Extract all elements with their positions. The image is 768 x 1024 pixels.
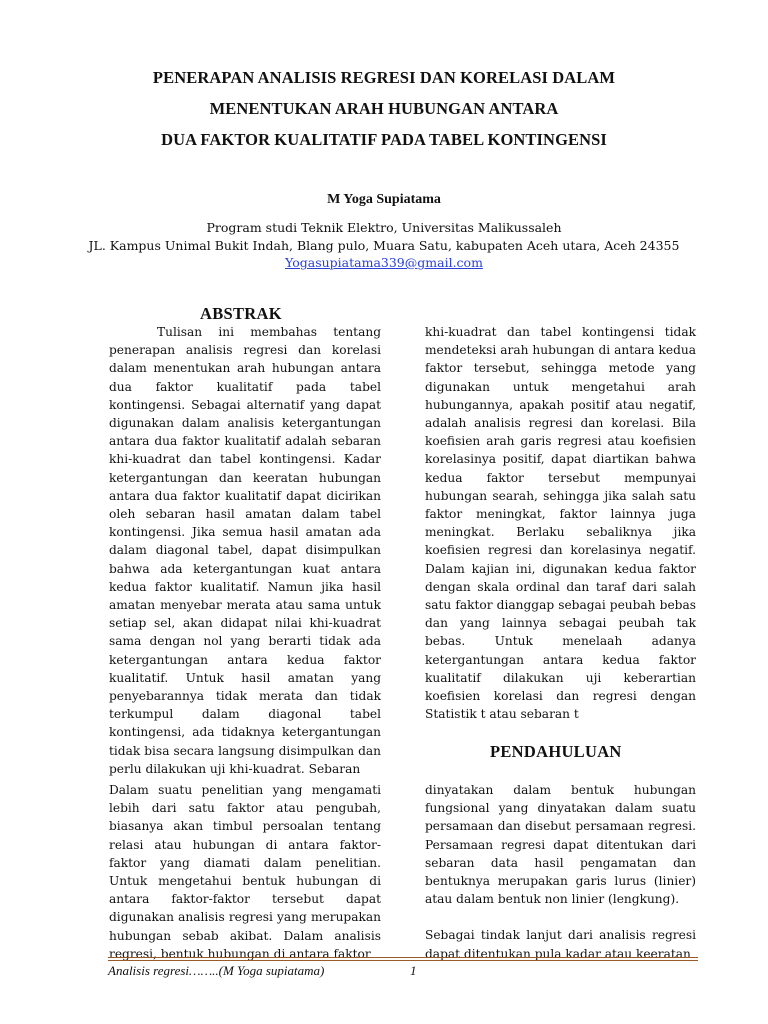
introduction-right-column: [425, 781, 696, 963]
abstract-left-text: Tulisan ini membahas tentang penerapan analisis regresi dan korelasi dalam menentukan arah hubungan antara dua faktor kualitatif pada tabel kontingensi. Sebagai alternatif yang dapat digunakan dalam analisis ketergantungan antara dua faktor kualitatif adalah sebaran khi-kuadrat dan tabel kontingensi. Kadar ketergantungan dan keeratan hubungan antara dua faktor kualitatif dapat dicirikan oleh sebaran hasil amatan dalam tabel kontingensi. Jika semua hasil amatan ada dalam diagonal tabel, dapat disimpulkan bahwa ada ketergantungan kuat antara kedua faktor kualitatif. Namun jika hasil amatan menyebar merata atau sama untuk setiap sel, akan didapat nilai khi-kuadrat sama dengan nol yang berarti tidak ada ketergantungan antara kedua faktor kualitatif. Untuk hasil amatan yang penyebarannya tidak merata dan tidak terkumpul dalam diagonal tabel kontingensi, ada tidaknya ketergantungan tidak bisa secara langsung disimpulkan dan perlu dilakukan uji khi-kuadrat. Sebaran: [109, 325, 381, 776]
introduction-left-column: [109, 781, 381, 963]
title-line-2: MENENTUKAN ARAH HUBUNGAN ANTARA: [209, 99, 559, 118]
abstract-right-column: [425, 323, 696, 723]
author-name: M Yoga Supiatama: [327, 192, 441, 207]
affiliation-address: JL. Kampus Unimal Bukit Indah, Blang pulo, Muara Satu, kabupaten Aceh utara, Aceh 24355: [88, 237, 680, 253]
affiliation: [0, 219, 768, 272]
abstract-heading: ABSTRAK: [200, 304, 282, 323]
introduction-right-paragraph-2: Sebagai tindak lanjut dari analisis regresi dapat ditentukan pula kadar atau keeratan: [425, 928, 696, 961]
paper-title: [0, 62, 768, 155]
abstract-left-column: [109, 323, 381, 778]
footer-rule-top: [108, 957, 698, 958]
page-number: 1: [410, 963, 417, 978]
page-footer: [108, 963, 508, 979]
abstract-right-text: khi-kuadrat dan tabel kontingensi tidak mendeteksi arah hubungan di antara kedua faktor tersebut, sehingga metode yang digunakan untuk mengetahui arah hubungannya, apakah positif atau negatif, adalah analisis regresi dan korelasi. Bila koefisien arah garis regresi atau koefisien korelasinya positif, dapat diartikan bahwa kedua faktor tersebut mempunyai hubungan searah, sehingga jika salah satu faktor meningkat, faktor lainnya juga meningkat. Berlaku sebaliknya jika koefisien regresi dan korelasinya negatif. Dalam kajian ini, digunakan kedua faktor dengan skala ordinal dan taraf dari salah satu faktor dianggap sebagai peubah bebas dan yang lainnya sebagai peubah tak bebas. Untuk menelaah adanya ketergantungan antara kedua faktor kualitatif dilakukan uji keberartian koefisien korelasi dan regresi dengan Statistik t atau sebaran t: [425, 325, 696, 722]
introduction-right-paragraph-1: dinyatakan dalam bentuk hubungan fungsional yang dinyatakan dalam suatu persamaan dan disebut persamaan regresi. Persamaan regresi dapat ditentukan dari sebaran data hasil pengamatan dan bentuknya merupakan garis lurus (linier) atau dalam bentuk non linier (lengkung).: [425, 783, 696, 907]
title-line-1: PENERAPAN ANALISIS REGRESI DAN KORELASI DALAM: [152, 68, 616, 87]
affiliation-program: Program studi Teknik Elektro, Universitas Malikussaleh: [206, 220, 562, 235]
introduction-left-text: Dalam suatu penelitian yang mengamati lebih dari satu faktor atau pengubah, biasanya akan timbul persoalan tentang relasi atau hubungan di antara faktor-faktor yang diamati dalam penelitian. Untuk mengetahui bentuk hubungan di antara faktor-faktor tersebut dapat digunakan analisis regresi yang merupakan hubungan sebab akibat. Dalam analisis regresi, bentuk hubungan di antara faktor: [109, 783, 381, 961]
introduction-heading: PENDAHULUAN: [490, 742, 622, 761]
footer-rule-bottom: [108, 960, 698, 961]
title-line-3: DUA FAKTOR KUALITATIF PADA TABEL KONTINGENSI: [161, 130, 607, 149]
author-email-link[interactable]: Yogasupiatama339@gmail.com: [285, 255, 483, 270]
running-title: Analisis regresi……..(M Yoga supiatama): [108, 963, 325, 978]
